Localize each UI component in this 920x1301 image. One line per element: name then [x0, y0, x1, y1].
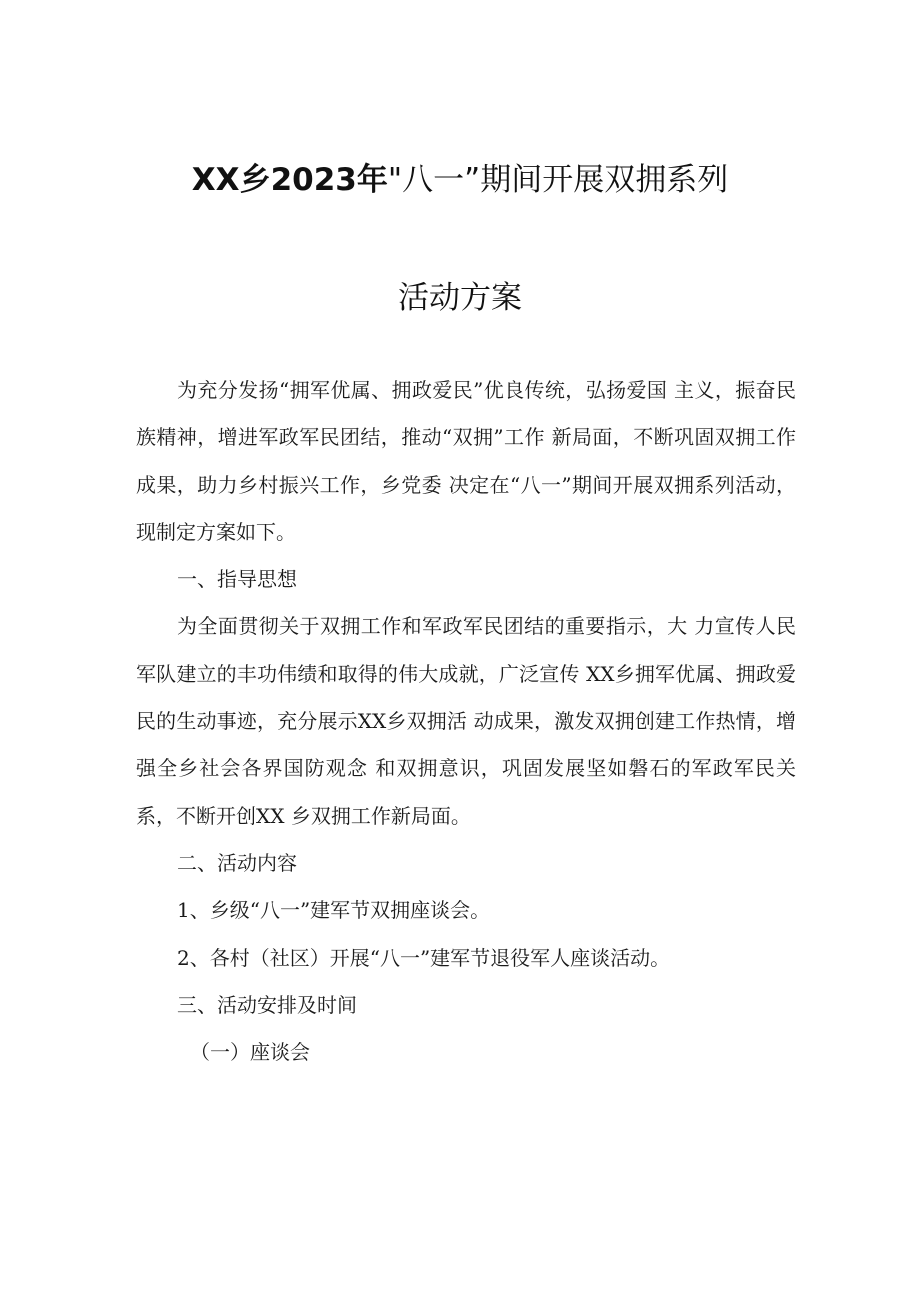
document-title-line-1 [0, 160, 920, 200]
section-heading-schedule: 三、活动安排及时间 [177, 992, 357, 1017]
document-body [136, 367, 796, 1076]
document-title-line-2: 活动方案 [398, 280, 522, 316]
activity-item-2: 2、各村（社区）开展“八一”建军节退役军人座谈活动。 [177, 945, 671, 970]
section-heading-guiding-thought: 一、指导思想 [177, 567, 297, 592]
title-suffix: "八一”期间开展双拥系列 [387, 162, 729, 198]
intro-paragraph: 为充分发扬“拥军优属、拥政爱民”优良传统，弘扬爱国 主义，振奋民族精神，增进军政军民团结，推动“双拥”工作 新局面，不断巩固双拥工作成果，助力乡村振兴工作，乡党委 决定在“八一”期间开展双拥系列活动，现制定方案如下。 [136, 378, 796, 544]
section-heading-activity-content: 二、活动内容 [177, 850, 297, 875]
activity-item-1: 1、乡级“八一”建军节双拥座谈会。 [177, 898, 491, 923]
schedule-subheading-symposium: （一）座谈会 [190, 1040, 310, 1065]
title-prefix: XX乡2023年 [191, 162, 388, 198]
guiding-thought-paragraph: 为全面贯彻关于双拥工作和军政军民团结的重要指示，大 力宣传人民军队建立的丰功伟绩和取得的伟大成就，广泛宣传 XX乡拥军优属、拥政爱民的生动事迹，充分展示XX乡双拥活 动成果，激发双拥创建工作热情，增强全乡社会各界国防观念 和双拥意识，巩固发展坚如磐石的军政军民关系，不断开创XX 乡双拥工作新局面。 [136, 614, 796, 828]
